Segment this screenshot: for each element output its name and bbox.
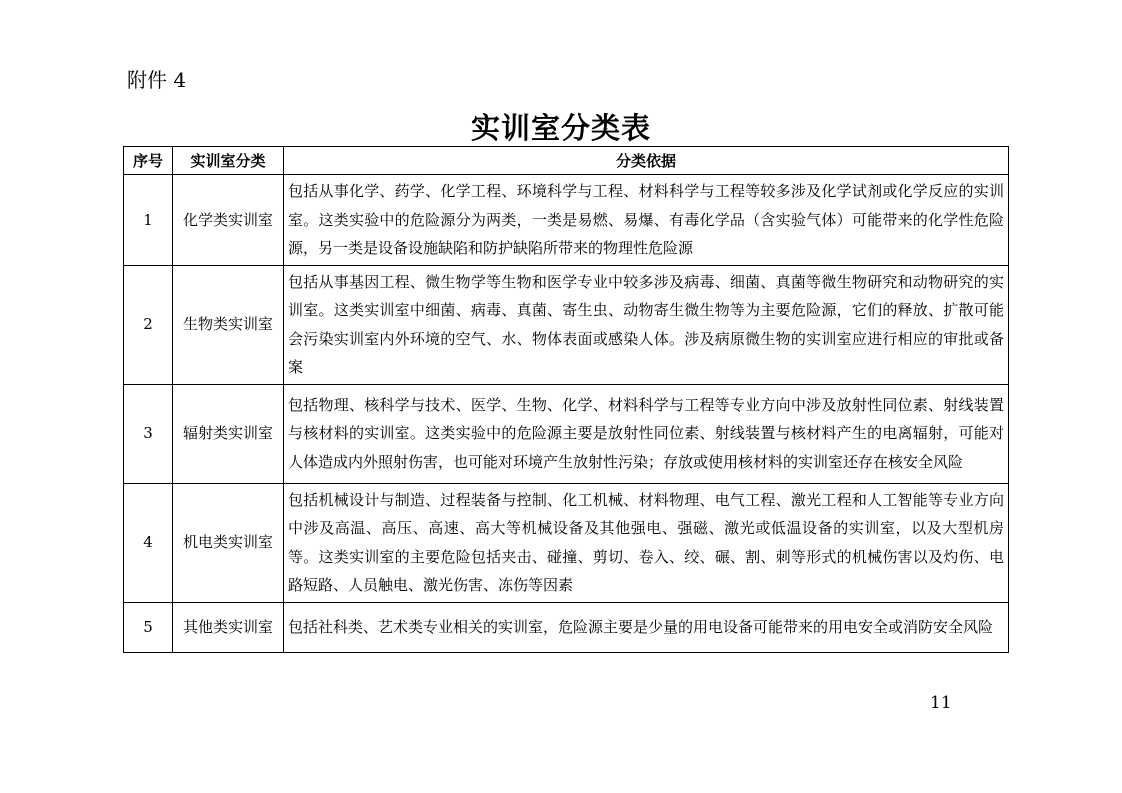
- table-row: [124, 175, 1009, 266]
- table-row: [124, 602, 1009, 652]
- table-header-row: [124, 147, 1009, 175]
- column-header-no: 序号: [124, 147, 173, 175]
- row-basis: 包括从事基因工程、微生物学等生物和医学专业中较多涉及病毒、细菌、真菌等微生物研究和动物研究的实训室。这类实训室中细菌、病毒、真菌、寄生虫、动物寄生微生物等为主要危险源，它们的释放、扩散可能会污染实训室内外环境的空气、水、物体表面或感染人体。涉及病原微生物的实训室应进行相应的审批或备案: [284, 265, 1009, 384]
- row-category: 其他类实训室: [173, 602, 284, 652]
- row-basis: 包括机械设计与制造、过程装备与控制、化工机械、材料物理、电气工程、激光工程和人工智能等专业方向中涉及高温、高压、高速、高大等机械设备及其他强电、强磁、激光或低温设备的实训室，以及大型机房等。这类实训室的主要危险包括夹击、碰撞、剪切、卷入、绞、碾、割、刺等形式的机械伤害以及灼伤、电路短路、人员触电、激光伤害、冻伤等因素: [284, 483, 1009, 602]
- row-number: 3: [124, 384, 173, 483]
- row-basis: 包括从事化学、药学、化学工程、环境科学与工程、材料科学与工程等较多涉及化学试剂或化学反应的实训室。这类实验中的危险源分为两类，一类是易燃、易爆、有毒化学品（含实验气体）可能带来的化学性危险源，另一类是设备设施缺陷和防护缺陷所带来的物理性危险源: [284, 175, 1009, 266]
- row-number: 2: [124, 265, 173, 384]
- row-number: 1: [124, 175, 173, 266]
- table-row: [124, 483, 1009, 602]
- row-number: 4: [124, 483, 173, 602]
- table-row: [124, 384, 1009, 483]
- row-category: 化学类实训室: [173, 175, 284, 266]
- attachment-label: 附件 4: [127, 68, 187, 92]
- row-number: 5: [124, 602, 173, 652]
- row-basis: 包括社科类、艺术类专业相关的实训室，危险源主要是少量的用电设备可能带来的用电安全或消防安全风险: [284, 602, 1009, 652]
- table-row: [124, 265, 1009, 384]
- row-basis: 包括物理、核科学与技术、医学、生物、化学、材料科学与工程等专业方向中涉及放射性同位素、射线装置与核材料的实训室。这类实验中的危险源主要是放射性同位素、射线装置与核材料产生的电离辐射，可能对人体造成内外照射伤害，也可能对环境产生放射性污染；存放或使用核材料的实训室还存在核安全风险: [284, 384, 1009, 483]
- page-number: 11: [930, 693, 952, 713]
- column-header-basis: 分类依据: [284, 147, 1009, 175]
- row-category: 机电类实训室: [173, 483, 284, 602]
- row-category: 生物类实训室: [173, 265, 284, 384]
- column-header-category: 实训室分类: [173, 147, 284, 175]
- page-title: 实训室分类表: [470, 111, 651, 145]
- row-category: 辐射类实训室: [173, 384, 284, 483]
- classification-table: [123, 146, 1009, 653]
